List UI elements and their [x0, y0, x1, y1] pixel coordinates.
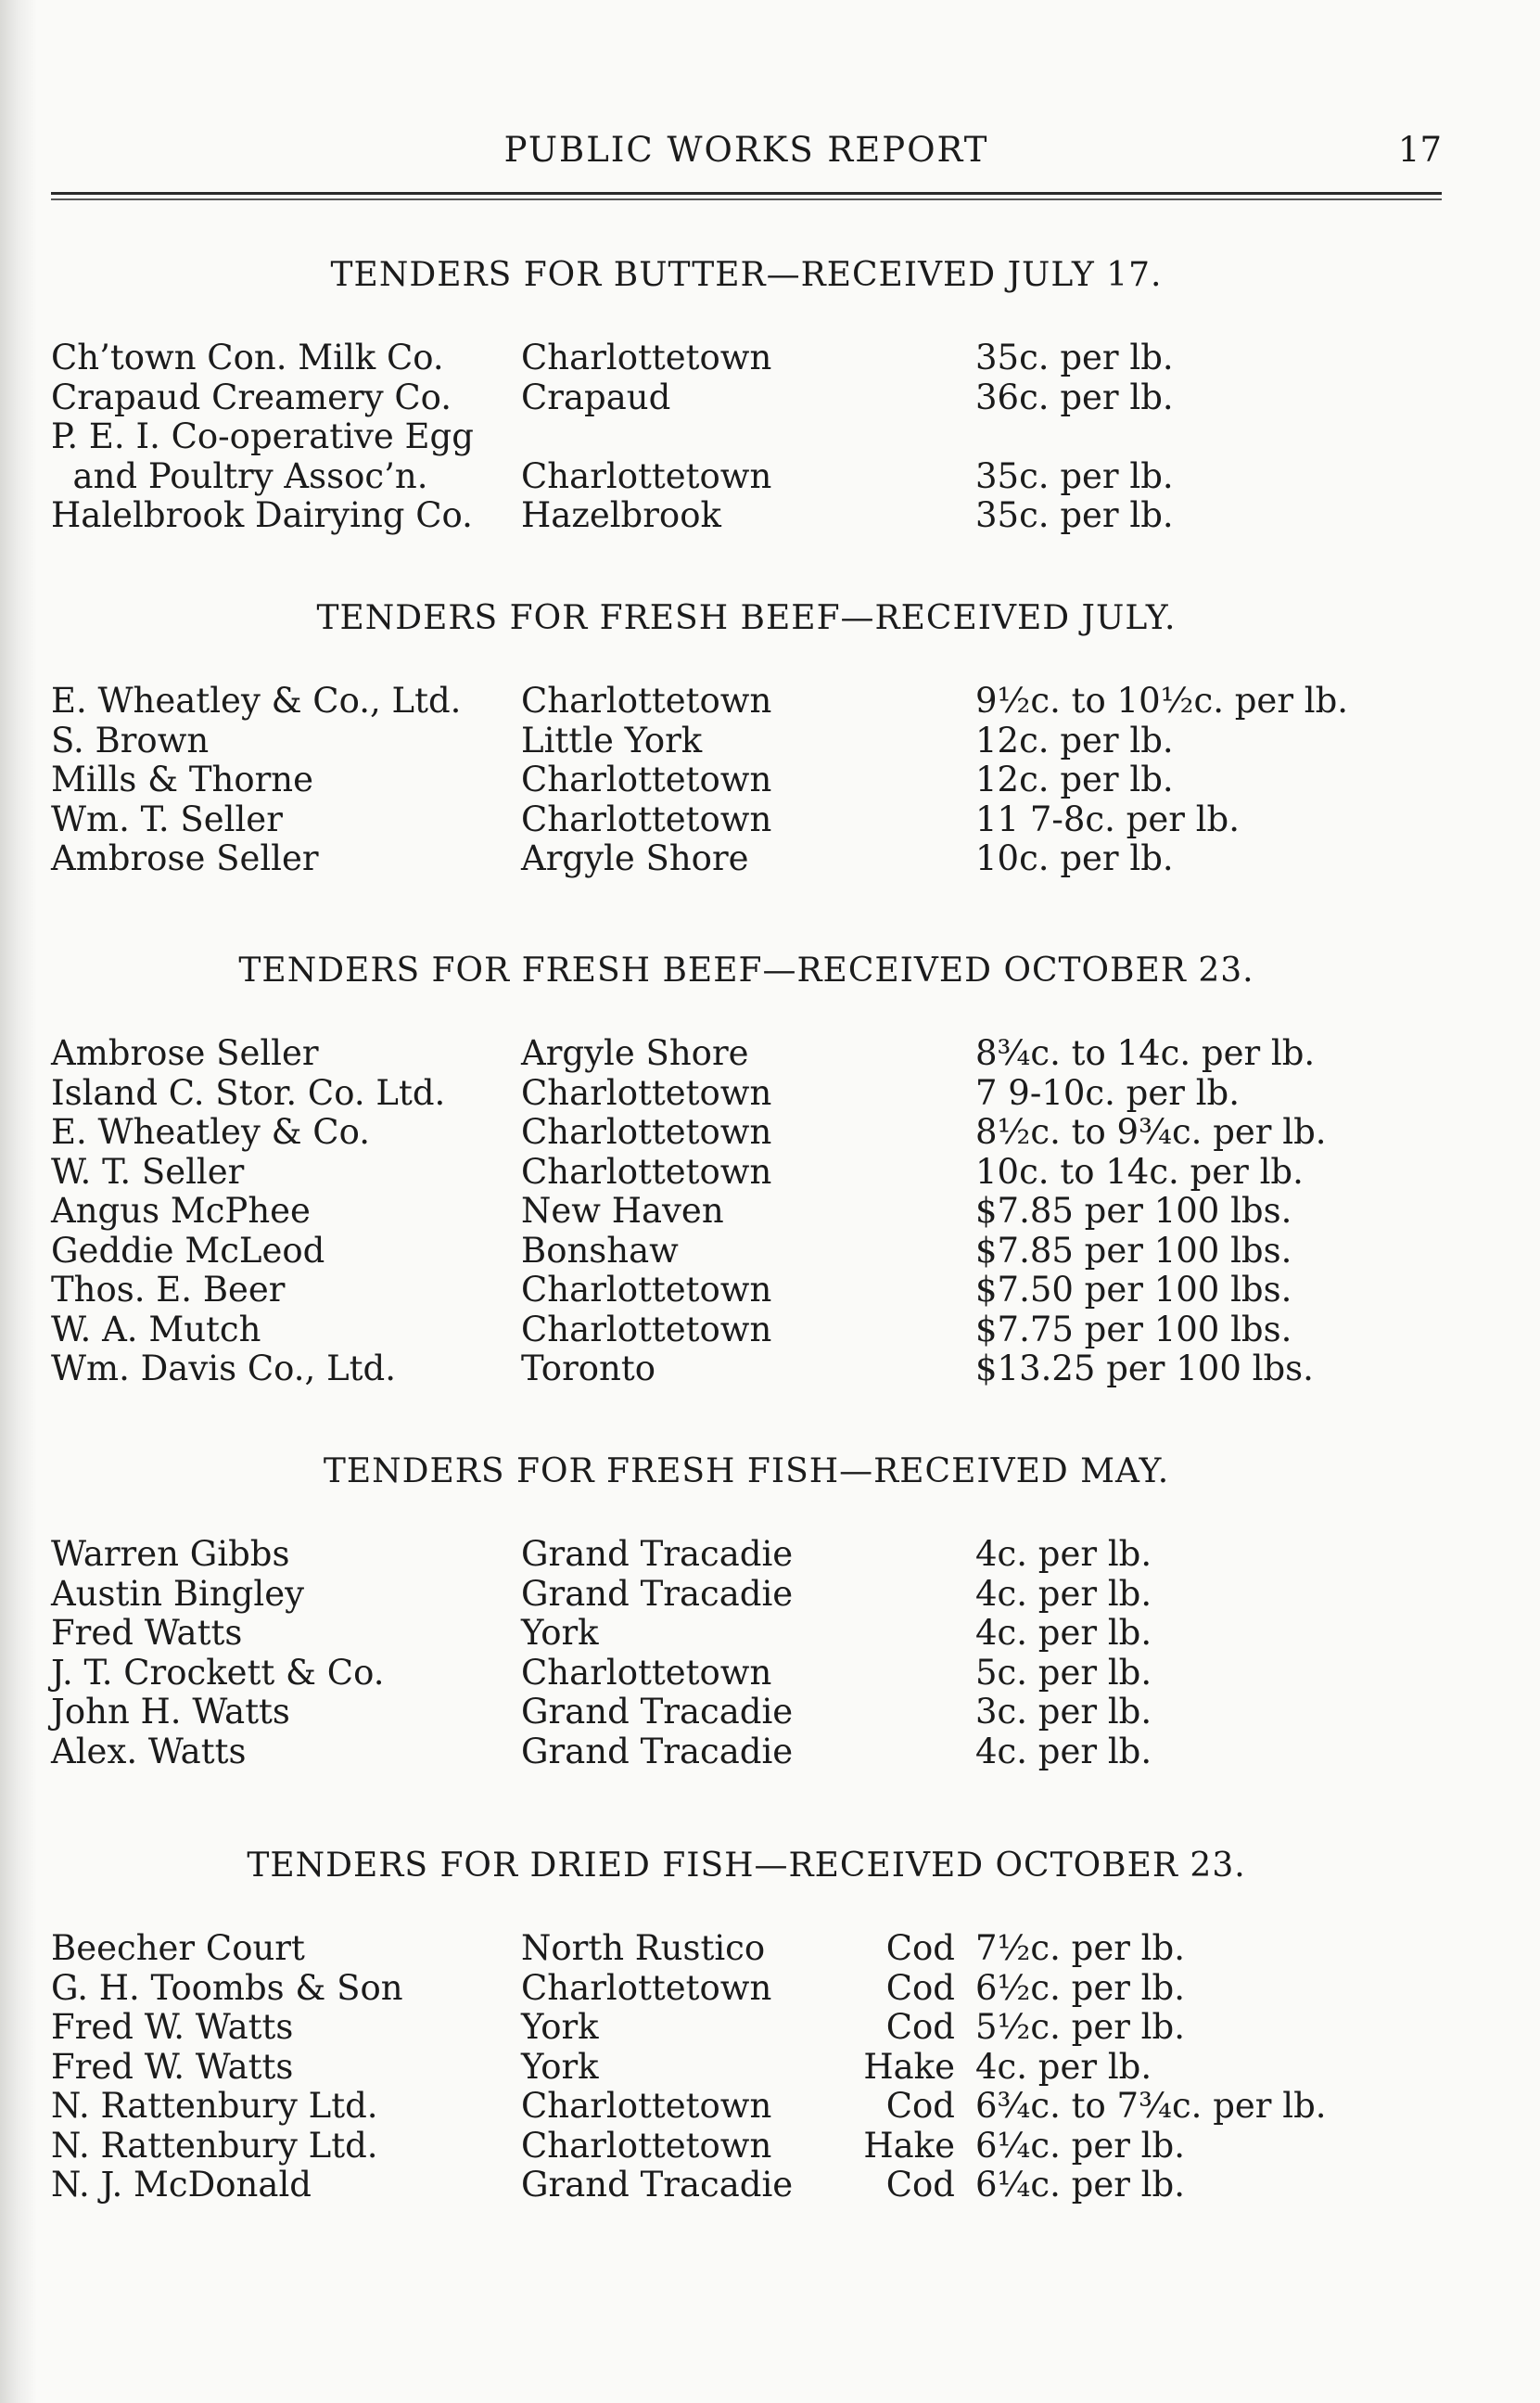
tender-row: [51, 1349, 1442, 1389]
page-number: 17: [1397, 130, 1442, 170]
tenderer-name: Ch’town Con. Milk Co.: [51, 338, 444, 377]
tender-price: $7.50 per 100 lbs.: [975, 1270, 1292, 1310]
tenderer-name: Ambrose Seller: [51, 838, 319, 878]
tender-row: [51, 1192, 1442, 1232]
tender-price: 35c. per lb.: [975, 495, 1174, 535]
tenderer-place: Charlottetown: [521, 1309, 772, 1349]
tender-price: 6¾c. to 7¾c. per lb.: [975, 2086, 1327, 2126]
tenderer-name: Fred W. Watts: [51, 2046, 294, 2087]
tenderer-name: John H. Watts: [51, 1692, 290, 1732]
tender-row: [51, 1732, 1442, 1772]
tenderer-place: York: [521, 2046, 599, 2087]
tender-price: 4c. per lb.: [975, 1613, 1152, 1653]
tenderer-place: York: [521, 2007, 599, 2047]
tenderer-place: Hazelbrook: [521, 495, 721, 535]
tender-section: [51, 951, 1442, 1389]
tender-row: [51, 1310, 1442, 1350]
tender-row: [51, 2008, 1442, 2048]
tenderer-name: N. Rattenbury Ltd.: [51, 2086, 378, 2126]
tenderer-name: Wm. T. Seller: [51, 799, 283, 839]
tenderer-name: W. T. Seller: [51, 1151, 245, 1192]
header-rule: [51, 192, 1442, 195]
tenderer-place: Charlottetown: [521, 1270, 772, 1310]
tenderer-name: Beecher Court: [51, 1928, 305, 1968]
tender-row: [51, 2048, 1442, 2088]
tender-price: 11 7-8c. per lb.: [975, 799, 1240, 839]
tender-price: 3c. per lb.: [975, 1692, 1152, 1732]
tender-row: [51, 1535, 1442, 1575]
tender-row: [51, 1034, 1442, 1074]
tender-row: [51, 839, 1442, 879]
tenderer-name: Fred W. Watts: [51, 2007, 294, 2047]
tender-price: 10c. to 14c. per lb.: [975, 1151, 1304, 1192]
fish-kind: Cod: [885, 2165, 955, 2205]
tender-price: 9½c. to 10½c. per lb.: [975, 681, 1349, 721]
tenderer-place: Toronto: [521, 1348, 656, 1388]
section-title: TENDERS FOR FRESH BEEF—RECEIVED OCTOBER 23.: [238, 952, 1254, 990]
tender-row: [51, 1113, 1442, 1153]
tenderer-name: S. Brown: [51, 720, 210, 761]
tenderer-name: P. E. I. Co-operative Egg: [51, 416, 474, 456]
tenderer-place: Charlottetown: [521, 760, 772, 799]
tender-row: [51, 1929, 1442, 1969]
tender-price: 10c. per lb.: [975, 838, 1174, 878]
report-title: PUBLIC WORKS REPORT: [503, 130, 989, 170]
tender-row: [51, 2166, 1442, 2205]
scan-shadow: [0, 0, 37, 2403]
tender-row: [51, 722, 1442, 761]
header-rule-lower: [51, 198, 1442, 200]
tenderer-name: E. Wheatley & Co., Ltd.: [51, 681, 462, 721]
tenderer-place: Grand Tracadie: [521, 1692, 794, 1732]
tender-price: $7.75 per 100 lbs.: [975, 1309, 1292, 1349]
section-title: TENDERS FOR FRESH FISH—RECEIVED MAY.: [323, 1452, 1170, 1490]
tender-section: [51, 1451, 1442, 1771]
tenderer-name: N. Rattenbury Ltd.: [51, 2125, 378, 2166]
tender-row: [51, 1693, 1442, 1732]
page-header: [51, 130, 1442, 185]
tenderer-place: Charlottetown: [521, 2125, 772, 2166]
tenderer-place: Grand Tracadie: [521, 1731, 794, 1771]
tenderer-place: Charlottetown: [521, 1112, 772, 1152]
tender-row: [51, 378, 1442, 418]
tender-row: [51, 1153, 1442, 1193]
tender-price: 36c. per lb.: [975, 377, 1174, 417]
tender-price: 6½c. per lb.: [975, 1967, 1185, 2008]
tenderer-place: Charlottetown: [521, 1652, 772, 1693]
tender-price: 6¼c. per lb.: [975, 2125, 1185, 2166]
tender-price: 12c. per lb.: [975, 720, 1174, 761]
tender-row: [51, 1232, 1442, 1272]
fish-kind: Cod: [885, 1928, 955, 1968]
tenderer-name: Mills & Thorne: [51, 760, 314, 799]
tenderer-name: Halelbrook Dairying Co.: [51, 495, 473, 535]
tender-row: [51, 457, 1442, 497]
tender-section: [51, 255, 1442, 536]
tenderer-name: Island C. Stor. Co. Ltd.: [51, 1072, 446, 1113]
fish-kind: Cod: [885, 2086, 955, 2126]
tenderer-place: Charlottetown: [521, 1072, 772, 1113]
tenderer-name: Alex. Watts: [51, 1731, 247, 1771]
tender-price: 4c. per lb.: [975, 1573, 1152, 1614]
tender-row: [51, 1614, 1442, 1654]
tenderer-name: J. T. Crockett & Co.: [51, 1652, 385, 1693]
fish-kind: Cod: [885, 2007, 955, 2047]
tender-row: [51, 1074, 1442, 1114]
tenderer-name: G. H. Toombs & Son: [51, 1967, 403, 2008]
tenderer-name: W. A. Mutch: [51, 1309, 261, 1349]
tenderer-name: Austin Bingley: [51, 1573, 305, 1614]
tender-row: [51, 2087, 1442, 2127]
tenderer-place: Little York: [521, 720, 703, 761]
tenderer-place: Charlottetown: [521, 1151, 772, 1192]
tender-price: 4c. per lb.: [975, 1534, 1152, 1574]
tender-row: [51, 1575, 1442, 1615]
tenderer-place: Grand Tracadie: [521, 1534, 794, 1574]
tender-price: $13.25 per 100 lbs.: [975, 1348, 1314, 1388]
tender-section: [51, 598, 1442, 879]
tenderer-name: Geddie McLeod: [51, 1230, 325, 1271]
tender-price: $7.85 per 100 lbs.: [975, 1191, 1292, 1231]
fish-kind: Hake: [863, 2046, 955, 2087]
section-title: TENDERS FOR DRIED FISH—RECEIVED OCTOBER 23.: [247, 1847, 1246, 1885]
tender-price: 4c. per lb.: [975, 1731, 1152, 1771]
tenderer-name: and Poultry Assoc’n.: [51, 455, 428, 496]
tenderer-name: Warren Gibbs: [51, 1534, 290, 1574]
tenderer-place: Charlottetown: [521, 338, 772, 377]
tender-price: 5c. per lb.: [975, 1652, 1152, 1693]
tender-price: 4c. per lb.: [975, 2046, 1152, 2087]
tenderer-place: Argyle Shore: [521, 1033, 749, 1073]
tenderer-place: York: [521, 1613, 599, 1653]
section-title: TENDERS FOR BUTTER—RECEIVED JULY 17.: [330, 256, 1163, 294]
tender-price: 35c. per lb.: [975, 338, 1174, 377]
tender-row: [51, 496, 1442, 536]
tender-row: [51, 417, 1442, 457]
tender-price: 6¼c. per lb.: [975, 2165, 1185, 2205]
tender-price: 8¾c. to 14c. per lb.: [975, 1033, 1316, 1073]
tenderer-place: Charlottetown: [521, 455, 772, 496]
tenderer-place: Grand Tracadie: [521, 2165, 794, 2205]
fish-kind: Cod: [885, 1967, 955, 2008]
tender-row: [51, 2127, 1442, 2167]
tender-price: 8½c. to 9¾c. per lb.: [975, 1112, 1327, 1152]
tenderer-place: Charlottetown: [521, 799, 772, 839]
tender-row: [51, 1654, 1442, 1694]
tender-row: [51, 1969, 1442, 2009]
section-title: TENDERS FOR FRESH BEEF—RECEIVED JULY.: [316, 599, 1177, 637]
tenderer-place: Charlottetown: [521, 681, 772, 721]
tender-price: 12c. per lb.: [975, 760, 1174, 799]
tenderer-name: E. Wheatley & Co.: [51, 1112, 371, 1152]
tenderer-name: Wm. Davis Co., Ltd.: [51, 1348, 396, 1388]
tenderer-place: Grand Tracadie: [521, 1573, 794, 1614]
tender-price: $7.85 per 100 lbs.: [975, 1230, 1292, 1271]
tenderer-place: Charlottetown: [521, 1967, 772, 2008]
tenderer-name: Fred Watts: [51, 1613, 243, 1653]
tenderer-name: Crapaud Creamery Co.: [51, 377, 452, 417]
tender-price: 5½c. per lb.: [975, 2007, 1185, 2047]
fish-kind: Hake: [863, 2125, 955, 2166]
tenderer-name: Angus McPhee: [51, 1191, 311, 1231]
tenderer-name: N. J. McDonald: [51, 2165, 312, 2205]
tender-price: 35c. per lb.: [975, 455, 1174, 496]
tender-row: [51, 761, 1442, 800]
tenderer-place: Argyle Shore: [521, 838, 749, 878]
tenderer-name: Thos. E. Beer: [51, 1270, 286, 1310]
tender-row: [51, 682, 1442, 722]
tenderer-place: New Haven: [521, 1191, 724, 1231]
tenderer-name: Ambrose Seller: [51, 1033, 319, 1073]
tenderer-place: Charlottetown: [521, 2086, 772, 2126]
tenderer-place: Crapaud: [521, 377, 671, 417]
tender-section: [51, 1846, 1442, 2205]
tender-price: 7 9-10c. per lb.: [975, 1072, 1240, 1113]
tenderer-place: Bonshaw: [521, 1230, 679, 1271]
tender-row: [51, 1271, 1442, 1310]
tenderer-place: North Rustico: [521, 1928, 766, 1968]
tender-row: [51, 339, 1442, 378]
tender-row: [51, 800, 1442, 840]
tender-price: 7½c. per lb.: [975, 1928, 1185, 1968]
